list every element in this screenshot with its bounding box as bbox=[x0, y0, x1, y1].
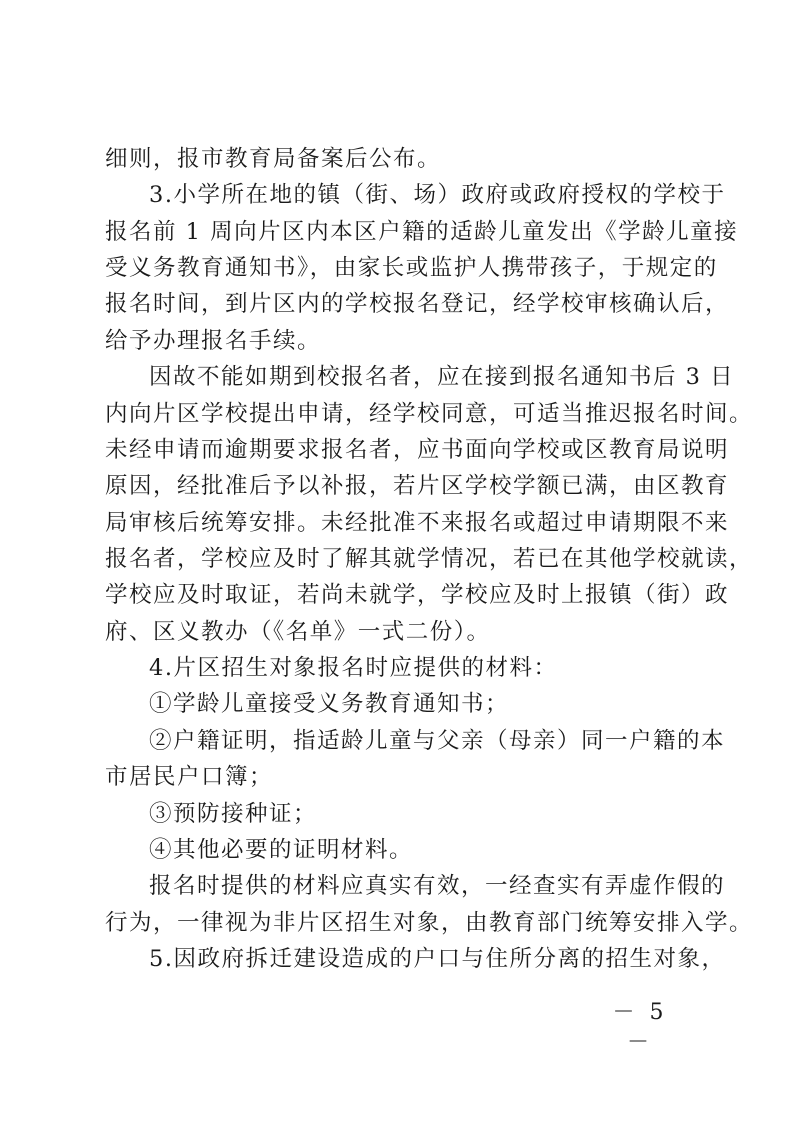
text-line-17: ②户籍证明，指适龄儿童与父亲（母亲）同一户籍的本 bbox=[149, 728, 726, 754]
text-line-15: 4.片区招生对象报名时应提供的材料： bbox=[149, 655, 558, 681]
text-line-5: 报名时间，到片区内的学校报名登记，经学校审核确认后， bbox=[105, 291, 730, 317]
text-line-14: 府、区义教办（《名单》一式二份）。 bbox=[105, 619, 491, 645]
text-line-16: ①学龄儿童接受义务教育通知书； bbox=[149, 691, 510, 717]
text-line-12: 报名者，学校应及时了解其就学情况，若已在其他学校就读， bbox=[105, 546, 754, 572]
text-line-7: 因故不能如期到校报名者，应在接到报名通知书后 3 日 bbox=[149, 364, 735, 390]
text-line-6: 给予办理报名手续。 bbox=[105, 328, 322, 354]
text-line-9: 未经申请而逾期要求报名者，应书面向学校或区教育局说明 bbox=[105, 437, 730, 463]
text-line-2: 3.小学所在地的镇（街、场）政府或政府授权的学校于 bbox=[149, 182, 726, 208]
text-line-10: 原因，经批准后予以补报，若片区学校学额已满，由区教育 bbox=[105, 473, 730, 499]
text-line-8: 内向片区学校提出申请，经学校同意，可适当推迟报名时间。 bbox=[105, 401, 754, 427]
text-line-18: 市居民户口簿； bbox=[105, 764, 274, 790]
text-line-20: ④其他必要的证明材料。 bbox=[149, 837, 414, 863]
text-line-4: 受义务教育通知书》，由家长或监护人携带孩子，于规定的 bbox=[105, 255, 718, 281]
text-line-23: 5.因政府拆迁建设造成的户口与住所分离的招生对象， bbox=[149, 946, 726, 972]
text-line-13: 学校应及时取证，若尚未就学，学校应及时上报镇（街）政 bbox=[105, 582, 730, 608]
page-number: － 5 － bbox=[612, 1000, 668, 1055]
text-line-19: ③预防接种证； bbox=[149, 801, 318, 827]
text-line-22: 行为，一律视为非片区招生对象，由教育部门统筹安排入学。 bbox=[105, 910, 754, 936]
text-line-21: 报名时提供的材料应真实有效，一经查实有弄虚作假的 bbox=[149, 873, 726, 899]
text-line-3: 报名前 1 周向片区内本区户籍的适龄儿童发出《学龄儿童接 bbox=[105, 219, 739, 245]
text-line-11: 局审核后统筹安排。未经批准不来报名或超过申请期限不来 bbox=[105, 510, 730, 536]
text-line-1: 细则，报市教育局备案后公布。 bbox=[105, 146, 442, 172]
